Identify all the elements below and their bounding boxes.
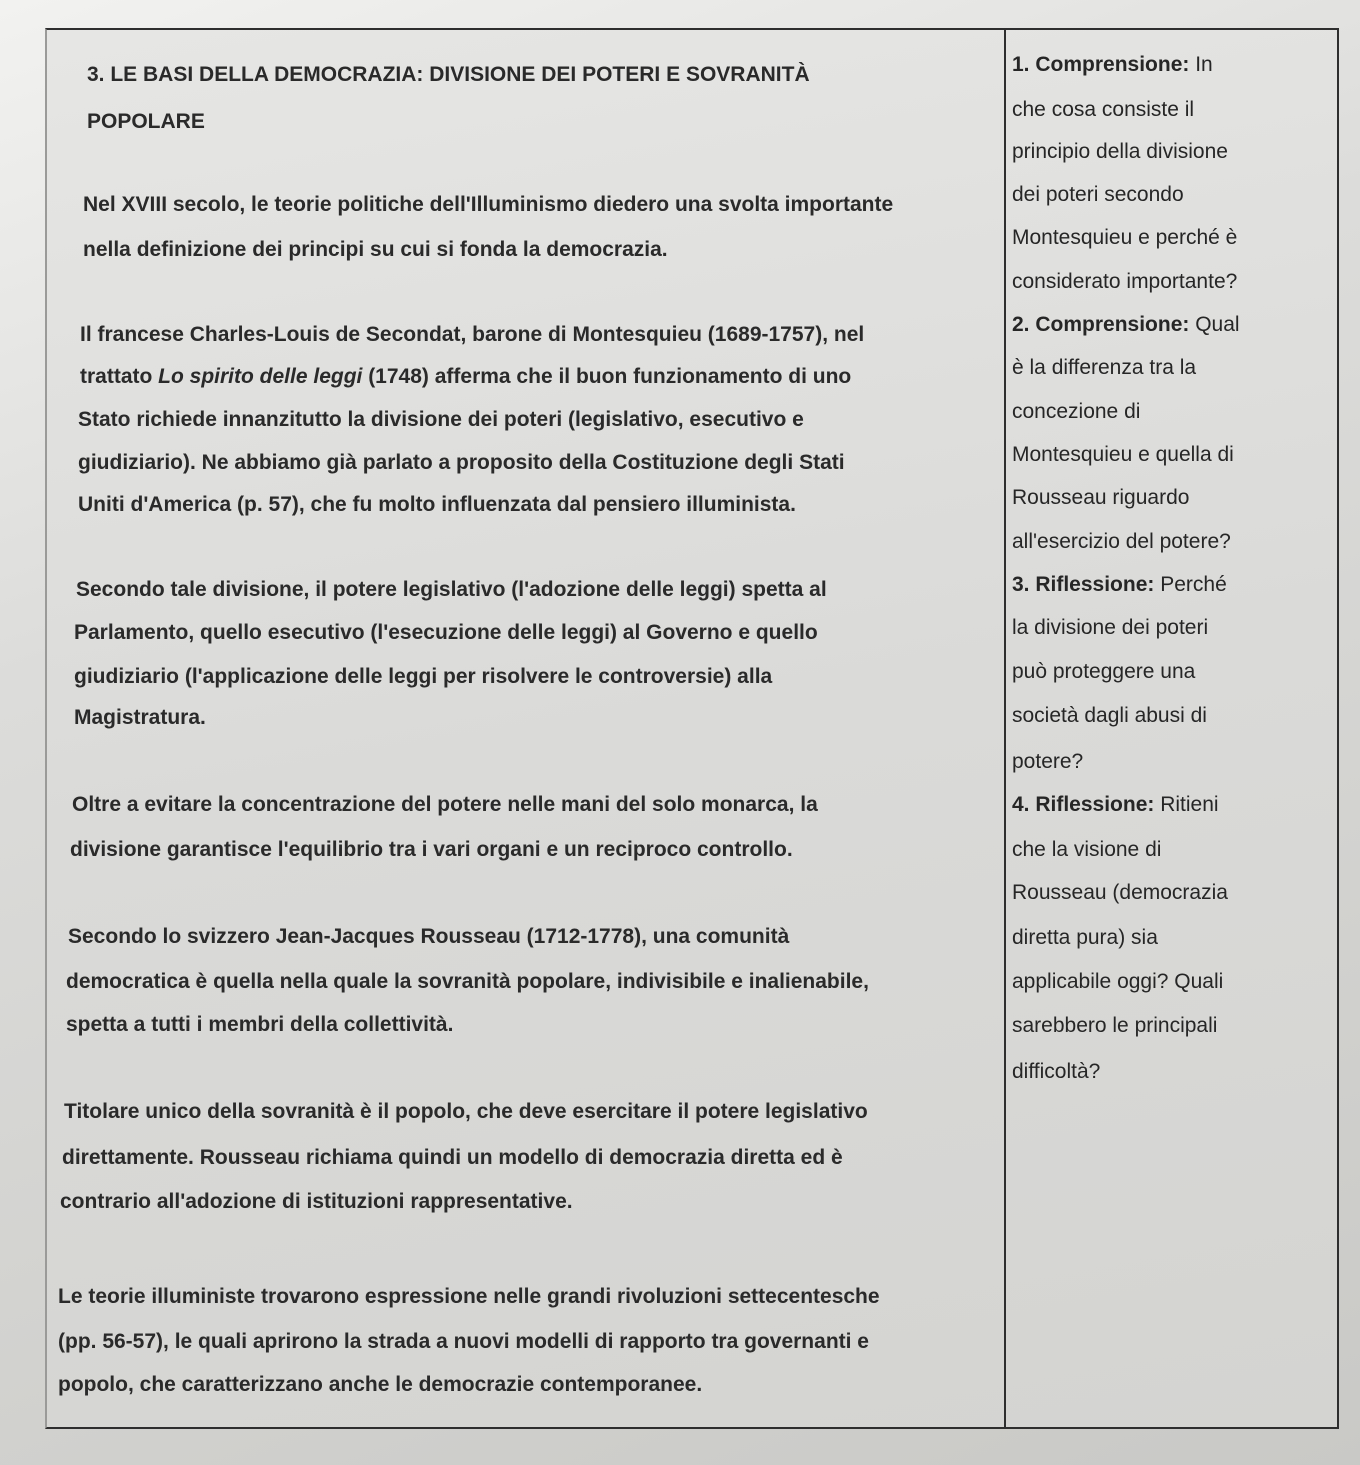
column-divider [1004, 28, 1006, 1427]
paragraph-line: Il francese Charles-Louis de Secondat, barone di Montesquieu (1689-1757), nel [80, 323, 865, 346]
paragraph-line: Nel XVIII secolo, le teorie politiche dell'Illuminismo diedero una svolta importante [83, 193, 894, 216]
article-title: 3. LE BASI DELLA DEMOCRAZIA: DIVISIONE DEI POTERI E SOVRANITÀ [87, 63, 810, 86]
question-line: è la differenza tra la [1012, 356, 1197, 379]
question-line: Montesquieu e quella di [1012, 443, 1234, 466]
paragraph-line: (pp. 56-57), le quali aprirono la strada a nuovi modelli di rapporto tra governanti e [58, 1330, 869, 1353]
paragraph-line: Parlamento, quello esecutivo (l'esecuzione delle leggi) al Governo e quello [74, 621, 818, 644]
question-text: Ritieni [1154, 793, 1219, 816]
text: (1748) afferma che il buon funzionamento di uno [362, 365, 852, 388]
question-1 [1012, 52, 1213, 78]
paragraph-line: giudiziario). Ne abbiamo già parlato a proposito della Costituzione degli Stati [78, 451, 845, 474]
question-text: In [1189, 53, 1213, 76]
question-line: la divisione dei poteri [1012, 616, 1209, 639]
paragraph-line: direttamente. Rousseau richiama quindi un modello di democrazia diretta ed è [62, 1146, 843, 1169]
paragraph-line: Stato richiede innanzitutto la divisione dei poteri (legislativo, esecutivo e [78, 408, 804, 431]
paragraph-line: contrario all'adozione di istituzioni rappresentative. [60, 1190, 573, 1213]
paragraph-line: Titolare unico della sovranità è il popolo, che deve esercitare il potere legislativo [64, 1100, 868, 1123]
question-line: diretta pura) sia [1012, 926, 1158, 949]
question-label: 4. Riflessione: [1012, 793, 1155, 816]
question-line: potere? [1012, 750, 1084, 773]
paragraph-line: popolo, che caratterizzano anche le democrazie contemporanee. [58, 1373, 703, 1396]
question-line: considerato importante? [1012, 270, 1238, 293]
paragraph-line: Oltre a evitare la concentrazione del potere nelle mani del solo monarca, la [72, 793, 818, 816]
question-4 [1012, 792, 1219, 818]
paragraph-line: Magistratura. [74, 706, 206, 729]
question-line: difficoltà? [1012, 1060, 1101, 1083]
paragraph-line: democratica è quella nella quale la sovranità popolare, indivisibile e inalienabile, [66, 970, 869, 993]
question-line: può proteggere una [1012, 660, 1196, 683]
question-line: società dagli abusi di [1012, 704, 1207, 727]
paragraph-line: divisione garantisce l'equilibrio tra i vari organi e un reciproco controllo. [70, 838, 793, 861]
paragraph-line: spetta a tutti i membri della collettività. [66, 1013, 454, 1036]
question-3 [1012, 572, 1227, 598]
article-title: POPOLARE [87, 110, 205, 133]
paragraph-line: giudiziario (l'applicazione delle leggi per risolvere le controversie) alla [74, 665, 773, 688]
question-line: dei poteri secondo [1012, 183, 1184, 206]
question-line: che la visione di [1012, 838, 1162, 861]
text: trattato [80, 365, 159, 388]
question-line: Rousseau (democrazia [1012, 881, 1228, 904]
question-line: applicabile oggi? Quali [1012, 970, 1224, 993]
question-line: concezione di [1012, 400, 1141, 423]
question-line: sarebbero le principali [1012, 1014, 1218, 1037]
question-label: 1. Comprensione: [1012, 53, 1190, 76]
question-text: Perché [1154, 573, 1227, 596]
paragraph-line: Uniti d'America (p. 57), che fu molto influenzata dal pensiero illuminista. [78, 493, 796, 516]
paragraph-line: nella definizione dei principi su cui si fonda la democrazia. [83, 238, 668, 261]
question-label: 3. Riflessione: [1012, 573, 1155, 596]
question-line: che cosa consiste il [1012, 98, 1195, 121]
book-title: Lo spirito delle leggi [158, 365, 363, 388]
question-line: principio della divisione [1012, 140, 1228, 163]
question-2 [1012, 312, 1240, 338]
question-label: 2. Comprensione: [1012, 313, 1190, 336]
question-line: Montesquieu e perché è [1012, 226, 1238, 249]
question-line: all'esercizio del potere? [1012, 530, 1231, 553]
paragraph-line: Secondo lo svizzero Jean-Jacques Rousseau (1712-1778), una comunità [68, 925, 790, 948]
paragraph-line: Secondo tale divisione, il potere legislativo (l'adozione delle leggi) spetta al [76, 578, 827, 601]
question-text: Qual [1189, 313, 1240, 336]
paragraph-line: Le teorie illuministe trovarono espressione nelle grandi rivoluzioni settecentesche [58, 1285, 880, 1308]
question-line: Rousseau riguardo [1012, 486, 1190, 509]
paragraph-line [80, 364, 851, 390]
